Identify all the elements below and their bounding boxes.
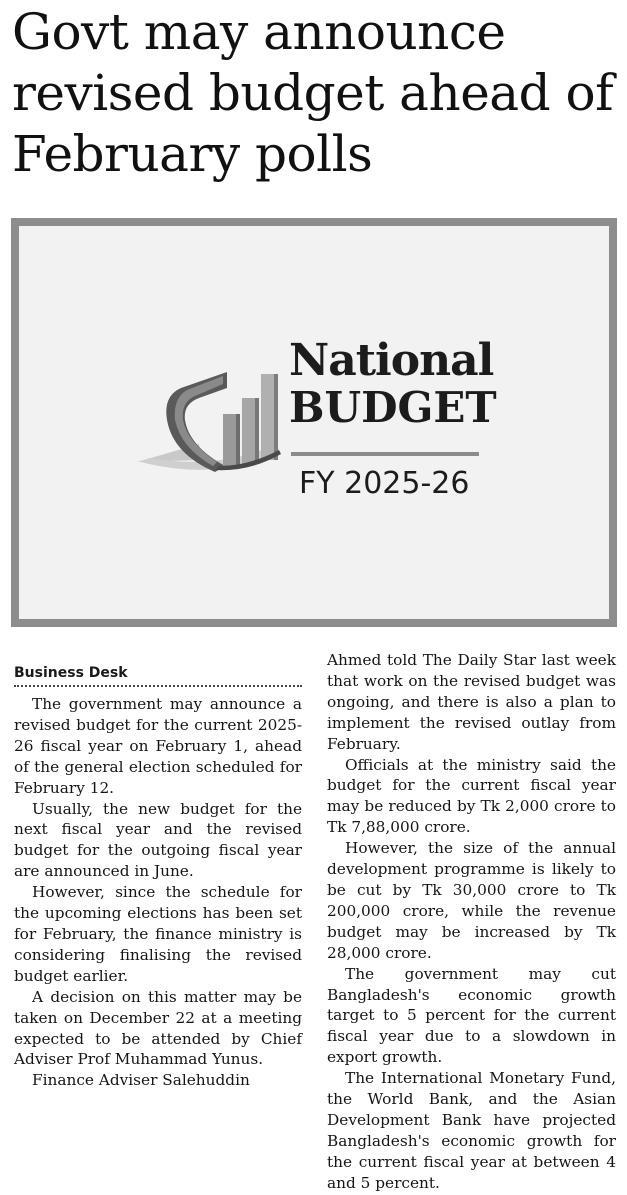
headline: Govt may announce revised budget ahead of February polls xyxy=(12,3,614,183)
paragraph: Usually, the new budget for the next fiscal year and the revised budget for the outgoing fiscal year are announced in June. xyxy=(14,799,302,881)
paragraph: The government may announce a revised budget for the current 2025-26 fiscal year on February 1, ahead of the general election scheduled for February 12. xyxy=(14,695,302,797)
paragraph: Finance Adviser Salehuddin xyxy=(32,1071,250,1090)
logo-fiscal-year: FY 2025-26 xyxy=(299,466,470,501)
paragraph: However, since the schedule for the upcoming elections has been set for February, the finance ministry is considering finalising the revised budget earlier. xyxy=(14,883,302,985)
article-column-2 xyxy=(327,650,616,1194)
paragraph: The International Monetary Fund, the World Bank, and the Asian Development Bank have projected Bangladesh's economic growth for the current fiscal year at between 4 and 5 percent. xyxy=(327,1069,616,1192)
paragraph-continued: Ahmed told The Daily Star last week that work on the revised budget was ongoing, and there is also a plan to implement the revised outlay from February. xyxy=(327,651,616,753)
byline-divider xyxy=(14,685,302,687)
byline: Business Desk xyxy=(14,665,128,681)
logo-title-budget: BUDGET xyxy=(289,383,497,432)
budget-image xyxy=(11,218,617,627)
paragraph: The government may cut Bangladesh's economic growth target to 5 percent for the current fiscal year due to a slowdown in export growth. xyxy=(327,964,616,1067)
paragraph: A decision on this matter may be taken on December 22 at a meeting expected to be attended by Chief Adviser Prof Muhammad Yunus. xyxy=(14,987,302,1069)
logo-divider xyxy=(291,452,479,456)
paragraph: Officials at the ministry said the budget for the current fiscal year may be reduced by Tk 2,000 crore to Tk 7,88,000 crore. xyxy=(327,755,616,837)
paragraph: However, the size of the annual development programme is likely to be cut by Tk 30,000 crore to Tk 200,000 crore, while the revenue budget may be increased by Tk 28,000 crore. xyxy=(327,839,616,962)
budget-chart-emblem-icon xyxy=(129,342,289,492)
article-column-1 xyxy=(14,694,302,1091)
budget-image-canvas xyxy=(19,226,609,619)
logo-title-national: National xyxy=(289,335,494,386)
